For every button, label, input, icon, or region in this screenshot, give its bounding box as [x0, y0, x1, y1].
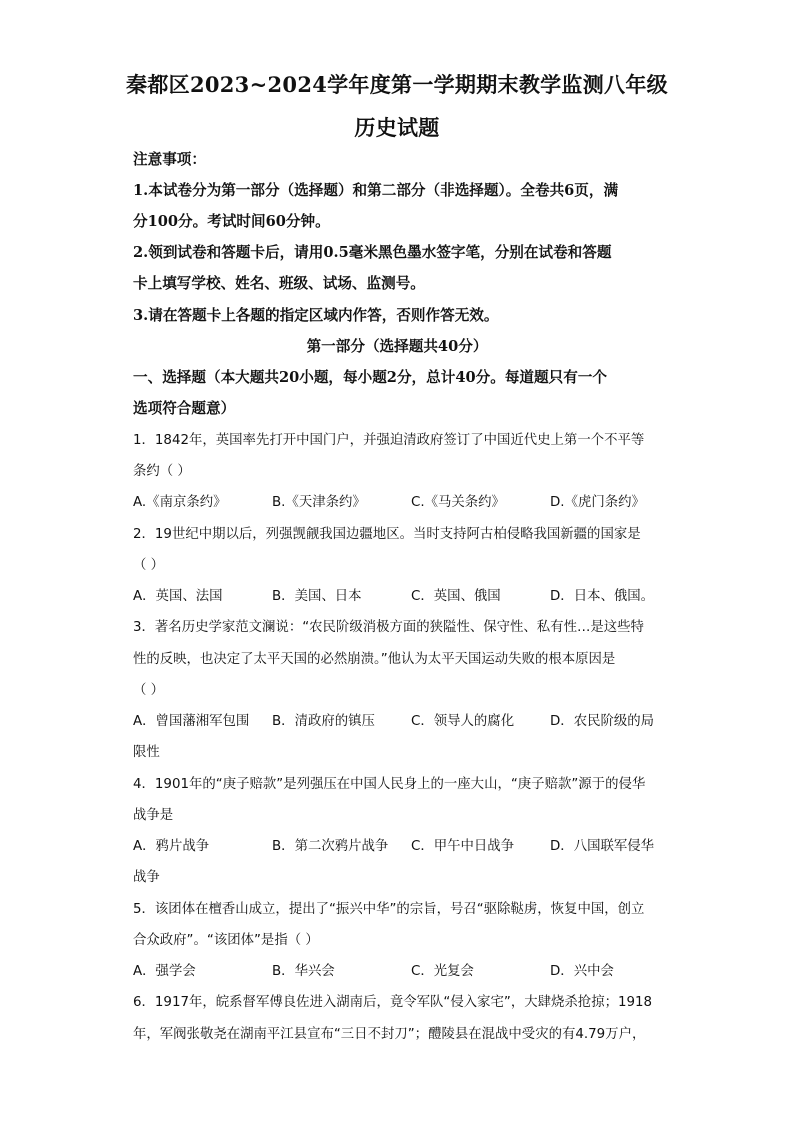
option-b: B．华兴会	[272, 964, 335, 979]
option-d: D．兴中会	[550, 964, 614, 979]
question-2-text: （ ）	[133, 558, 165, 573]
option-b: B．第二次鸦片战争	[272, 839, 389, 854]
option-c: C．英国、俄国	[411, 589, 501, 604]
option-d: D．日本、俄国。	[550, 589, 655, 604]
option-b: B．清政府的镇压	[272, 714, 375, 729]
option-c: C．光复会	[411, 964, 474, 979]
question-1-text: 条约（ ）	[133, 464, 191, 479]
option-c: C．领导人的腐化	[411, 714, 515, 729]
option-d: D.《虎门条约》	[550, 495, 645, 510]
section-heading: 选项符合题意）	[133, 400, 236, 417]
question-6-text: 年，军阀张敬尧在湖南平江县宣布“三日不封刀”；醴陵县在混战中受灾的有4.79万户，	[133, 1027, 646, 1042]
notice-heading: 注意事项：	[133, 151, 206, 168]
option-c: C．甲午中日战争	[411, 839, 515, 854]
option-d-continued: 战争	[133, 870, 160, 885]
part1-heading: 第一部分（选择题共40分）	[306, 338, 488, 355]
section-heading: 一、选择题（本大题共20小题，每小题2分，总计40分。每道题只有一个	[133, 369, 607, 386]
exam-subtitle: 历史试题	[354, 115, 440, 140]
option-a: A．鸦片战争	[133, 839, 210, 854]
question-1-text: 1．1842年，英国率先打开中国门户，并强迫清政府签订了中国近代史上第一个不平等	[133, 433, 645, 448]
question-5-text: 合众政府”。“该团体”是指（ ）	[133, 933, 319, 948]
notice-line: 分100分。考试时间60分钟。	[133, 213, 330, 230]
option-a: A．曾国藩湘军包围	[133, 714, 250, 729]
question-6-text: 6．1917年，皖系督军傅良佐进入湖南后，竟令军队“侵入家宅”，大肆烧杀抢掠；1918	[133, 995, 653, 1010]
question-3-text: （ ）	[133, 683, 165, 698]
option-c: C.《马关条约》	[411, 495, 505, 510]
question-3-text: 3．著名历史学家范文澜说：“农民阶级消极方面的狭隘性、保守性、私有性…是这些特	[133, 620, 644, 635]
question-3-text: 性的反映，也决定了太平天国的必然崩溃。”他认为太平天国运动失败的根本原因是	[133, 652, 616, 667]
question-4-text: 4．1901年的“庚子赔款”是列强压在中国人民身上的一座大山，“庚子赔款”源于的侵华	[133, 777, 646, 792]
question-5-text: 5．该团体在檀香山成立，提出了“振兴中华”的宗旨，号召“驱除鞑虏，恢复中国，创立	[133, 902, 645, 917]
option-d: D．八国联军侵华	[550, 839, 655, 854]
exam-title: 秦都区2023~2024学年度第一学期期末教学监测八年级	[126, 72, 668, 97]
option-a: A.《南京条约》	[133, 495, 227, 510]
notice-line: 2.领到试卷和答题卡后，请用0.5毫米黑色墨水签字笔，分别在试卷和答题	[133, 244, 612, 261]
option-d: D．农民阶级的局	[550, 714, 655, 729]
notice-line: 卡上填写学校、姓名、班级、试场、监测号。	[133, 275, 425, 292]
option-b: B．美国、日本	[272, 589, 362, 604]
option-a: A．英国、法国	[133, 589, 223, 604]
question-4-text: 战争是	[133, 808, 174, 823]
option-a: A．强学会	[133, 964, 196, 979]
notice-line: 3.请在答题卡上各题的指定区域内作答，否则作答无效。	[133, 307, 499, 324]
notice-line: 1.本试卷分为第一部分（选择题）和第二部分（非选择题）。全卷共6页，满	[133, 182, 619, 199]
question-2-text: 2．19世纪中期以后，列强觊觎我国边疆地区。当时支持阿古柏侵略我国新疆的国家是	[133, 527, 641, 542]
option-d-continued: 限性	[133, 745, 160, 760]
option-b: B.《天津条约》	[272, 495, 366, 510]
